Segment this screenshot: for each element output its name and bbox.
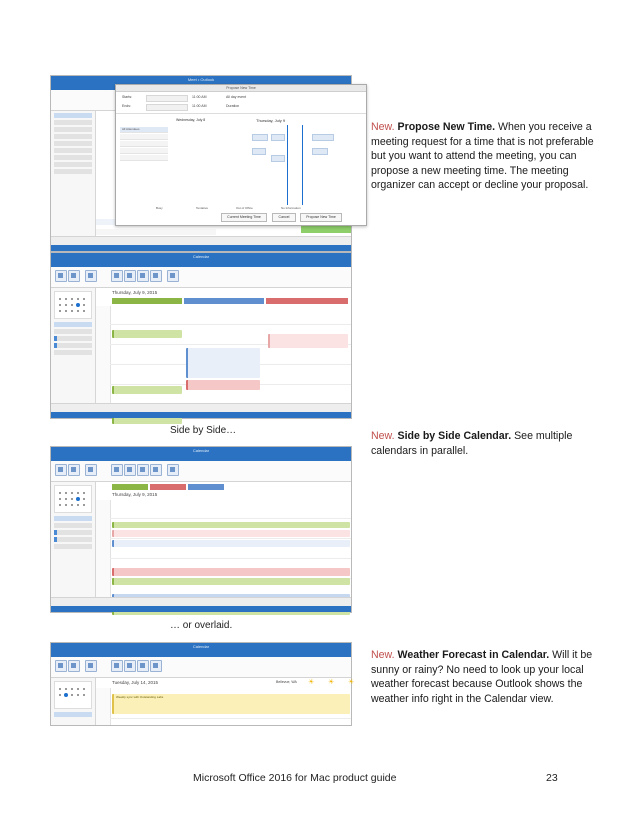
today-button[interactable] [85, 660, 97, 672]
feature-title: Side by Side Calendar. [397, 430, 512, 442]
date-header: Thursday, July 9, 2015 [112, 290, 158, 295]
folder-item[interactable] [54, 134, 92, 139]
busy-block [252, 148, 266, 155]
nav-bar [51, 597, 351, 606]
legend-busy: Busy [156, 206, 163, 210]
hour-gutter [96, 500, 111, 598]
sun-icon: ☀ [348, 679, 355, 686]
new-appointment-button[interactable] [55, 660, 67, 672]
current-meeting-time-button[interactable]: Current Meeting Time [221, 213, 267, 222]
window-title: Calendar [192, 254, 210, 259]
ribbon [51, 461, 351, 482]
new-meeting-button[interactable] [68, 660, 80, 672]
date-header: Thursday, July 9, 2015 [112, 492, 158, 497]
calendar-item[interactable] [54, 544, 92, 549]
event-block[interactable] [186, 380, 260, 390]
new-appointment-button[interactable] [55, 270, 67, 282]
new-meeting-button[interactable] [68, 464, 80, 476]
calendar-item[interactable] [54, 343, 92, 348]
ribbon [51, 267, 351, 288]
ribbon [51, 657, 351, 678]
open-shared-calendar-button[interactable] [167, 464, 179, 476]
caption-overlaid: … or overlaid. [170, 620, 233, 631]
list-item[interactable] [96, 229, 216, 235]
feature-body: See multiple calendars in parallel. [371, 430, 573, 457]
sun-icon: ☀ [308, 679, 315, 686]
event-block[interactable] [112, 530, 350, 537]
new-label: New. [371, 121, 395, 133]
propose-time-dialog [115, 84, 367, 226]
event-block[interactable] [112, 522, 350, 528]
today-button[interactable] [85, 464, 97, 476]
paragraph-propose-new-time [371, 120, 611, 193]
title-bar [51, 447, 351, 455]
month-button[interactable] [150, 660, 162, 672]
busy-block [271, 134, 285, 141]
folder-item[interactable] [54, 162, 92, 167]
busy-block [271, 155, 285, 162]
overlaid-calendar-screenshot [50, 446, 352, 613]
new-meeting-button[interactable] [68, 270, 80, 282]
start-time[interactable]: 11:00 AM [192, 95, 207, 99]
mini-calendar[interactable] [54, 485, 92, 513]
busy-block [312, 134, 334, 141]
feature-title: Propose New Time. [397, 121, 496, 133]
hour-gutter [96, 688, 111, 725]
week-button[interactable] [137, 270, 149, 282]
calendar-sidebar [51, 678, 96, 725]
calendar-item[interactable] [54, 336, 92, 341]
event-block[interactable] [112, 540, 350, 547]
sun-icon: ☀ [328, 679, 335, 686]
event-block[interactable] [268, 334, 348, 348]
status-bar [51, 245, 351, 251]
calendar-tab[interactable] [112, 484, 148, 490]
end-time[interactable]: 11:00 AM [192, 104, 207, 108]
nav-bar [51, 236, 351, 245]
calendar-sidebar [51, 482, 96, 598]
end-label: Ends: [122, 104, 131, 108]
day-header: Thursday, July 9 [256, 118, 286, 123]
title-bar [51, 643, 351, 651]
new-appointment-button[interactable] [55, 464, 67, 476]
event-block[interactable] [186, 348, 260, 378]
feature-body: Will it be sunny or rainy? No need to look up your local weather forecast because Outlook shows the weather info right in the Calendar view. [371, 649, 593, 705]
calendar-tab[interactable] [188, 484, 224, 490]
new-label: New. [371, 649, 395, 661]
paragraph-side-by-side [371, 429, 611, 458]
calendar-column-header[interactable] [112, 298, 182, 304]
calendar-item[interactable] [54, 537, 92, 542]
calendar-day-view [96, 288, 351, 404]
calendar-column-header[interactable] [184, 298, 264, 304]
my-calendars-group[interactable] [54, 712, 92, 717]
folder-item[interactable] [54, 141, 92, 146]
status-bar [51, 412, 351, 418]
day-view-button[interactable] [111, 660, 123, 672]
start-label: Starts: [122, 95, 133, 99]
caption-side-by-side: Side by Side… [170, 425, 237, 436]
folder-item[interactable] [54, 169, 92, 174]
attendee-row[interactable] [120, 141, 168, 147]
month-button[interactable] [150, 464, 162, 476]
calendar-item[interactable] [54, 350, 92, 355]
my-calendars-group[interactable] [54, 322, 92, 327]
event-block[interactable] [112, 694, 350, 714]
legend-no-information: No Information [281, 206, 301, 210]
calendar-item[interactable] [54, 530, 92, 535]
weather-calendar-screenshot [50, 642, 355, 726]
calendar-sidebar [51, 288, 96, 404]
attendee-row[interactable] [120, 155, 168, 161]
calendar-tab[interactable] [150, 484, 186, 490]
open-shared-calendar-button[interactable] [167, 270, 179, 282]
start-date-field[interactable] [146, 95, 188, 102]
window-title: Meet • Outlook [187, 77, 215, 82]
month-button[interactable] [150, 270, 162, 282]
title-bar [51, 253, 351, 261]
window-title: Calendar [192, 644, 210, 649]
day-header: Wednesday, July 8 [176, 118, 206, 122]
window-title: Calendar [192, 448, 210, 453]
propose-new-time-screenshot [50, 75, 352, 252]
calendar-column-header[interactable] [266, 298, 348, 304]
legend-out-of-office: Out of Office [236, 206, 253, 210]
weather-location[interactable]: Bellevue, WA [276, 680, 297, 684]
feature-title: Weather Forecast in Calendar. [397, 649, 550, 661]
duration-label: Duration [226, 104, 240, 108]
event-block[interactable] [112, 578, 350, 585]
event-title: Weekly sync with Outstanding Labs [116, 695, 164, 699]
day-view-button[interactable] [111, 464, 123, 476]
attendee-row[interactable] [120, 134, 168, 140]
mini-calendar[interactable] [54, 681, 92, 709]
calendar-day-view [96, 678, 355, 725]
calendar-item[interactable] [54, 523, 92, 528]
work-week-button[interactable] [124, 270, 136, 282]
day-view-button[interactable] [111, 270, 123, 282]
my-calendars-group[interactable] [54, 516, 92, 521]
folder-item[interactable] [54, 120, 92, 125]
busy-block [312, 148, 328, 155]
status-bar [51, 606, 351, 612]
attendee-row[interactable] [120, 148, 168, 154]
date-header: Tuesday, July 14, 2015 [112, 680, 159, 685]
folder-item[interactable] [54, 127, 92, 132]
legend-tentative: Tentative [196, 206, 209, 210]
time-marker[interactable] [287, 125, 288, 205]
page-number: 23 [546, 772, 558, 784]
calendar-day-view [96, 482, 351, 598]
paragraph-weather-forecast [371, 648, 611, 706]
time-marker[interactable] [302, 125, 303, 205]
event-block[interactable] [112, 330, 182, 338]
event-block[interactable] [112, 386, 182, 394]
dialog-title: Propose New Time [116, 85, 366, 92]
week-button[interactable] [137, 660, 149, 672]
work-week-button[interactable] [124, 464, 136, 476]
mini-calendar[interactable] [54, 291, 92, 319]
side-by-side-screenshot [50, 252, 352, 419]
nav-bar [51, 403, 351, 412]
folder-item[interactable] [54, 155, 92, 160]
footer-guide-title: Microsoft Office 2016 for Mac product guide [193, 772, 397, 784]
new-label: New. [371, 430, 395, 442]
hour-gutter [96, 306, 111, 404]
attendees-header: All Attendees [120, 127, 168, 133]
propose-new-time-button[interactable]: Propose New Time [300, 213, 342, 222]
title-bar [51, 76, 351, 84]
event-block[interactable] [112, 568, 350, 576]
busy-block [252, 134, 268, 141]
folder-pane [51, 111, 96, 237]
folder-item[interactable] [54, 148, 92, 153]
folder-item[interactable] [54, 113, 92, 118]
work-week-button[interactable] [124, 660, 136, 672]
today-button[interactable] [85, 270, 97, 282]
cancel-button[interactable]: Cancel [272, 213, 296, 222]
week-button[interactable] [137, 464, 149, 476]
end-date-field[interactable] [146, 104, 188, 111]
all-day-checkbox[interactable]: All day event [226, 95, 247, 99]
feature-body: When you receive a meeting request for a time that is not preferable but you want to attend the meeting, you can propose a new meeting time. The meeting organizer can accept or decline your proposal. [371, 121, 594, 192]
calendar-item[interactable] [54, 329, 92, 334]
